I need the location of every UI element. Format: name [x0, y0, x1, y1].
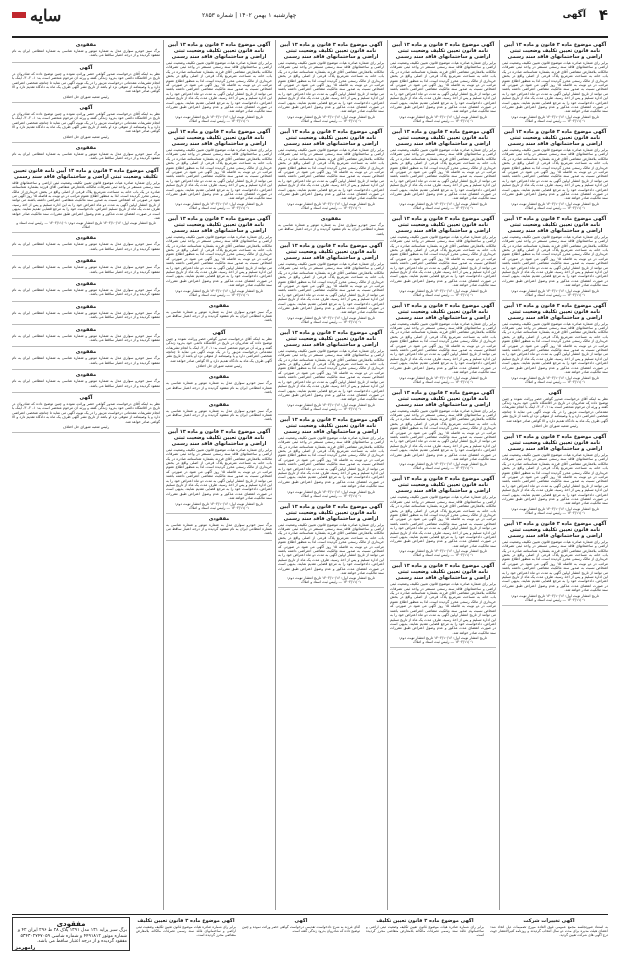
ad-body: برابر رای شماره صادره هیات موضوع قانون تعیین تکلیف وضعیت ثبتی اراضی و ساختمانهای فاقد سند رسمی مستقر در واحد ثبتی تصرفات مالکانه بلامعارض متقاضی آقای فرزند بشماره شناسنامه صادره در یک باب خانه به مساحت مترمربع پلاک فرعی از اصلی واقع در بخش خریداری از مالک رسمی محرز گردیده است. لذا به منظور اطلاع عموم مراتب در دو نوبت به فاصله ۱۵ روز آگهی می شود در صورتی که اشخاص نسبت به صدور سند مالکیت متقاضی اعتراضی داشته باشند می توانند از تاریخ انتشار اولین آگهی به مدت دو ماه اعتراض خود را به این اداره تسلیم و پس از اخذ رسید، ظرف مدت یک ماه از تاریخ تسلیم اعتراض، دادخواست خود را به مرجع قضایی تقدیم نمایند. بدیهی است در صورت انقضای مدت مذکور و عدم وصول اعتراض طبق مقررات سند مالکیت صادر خواهد شد.	[502, 234, 608, 288]
ad-footer: تاریخ انتشار نوبت اول: ۱۴۰۲/۱۰/۱۶ تاریخ انتشار نوبت دوم: ۱۴۰۲/۱۱/۰۱ — رئیس ثبت اسناد و املاک	[511, 288, 599, 297]
column-divider	[163, 40, 164, 910]
land-registration-ad	[278, 241, 384, 328]
lost-item-ad	[12, 302, 160, 325]
issue-date: چهارشنبه ۱ بهمن ۱۴۰۲ | شماره ۲۸۵۳	[202, 12, 297, 19]
ad-title: آگهی	[79, 104, 93, 111]
land-registration-ad	[278, 127, 384, 214]
ad-body: برابر رای شماره صادره هیات موضوع قانون تعیین تکلیف وضعیت ثبتی اراضی و ساختمانهای فاقد سند رسمی مستقر در واحد ثبتی تصرفات مالکانه بلامعارض متقاضی آقای فرزند بشماره شناسنامه صادره در یک باب خانه به مساحت مترمربع پلاک فرعی از اصلی واقع در بخش خریداری از مالک رسمی محرز گردیده است. لذا به منظور اطلاع عموم مراتب در دو نوبت به فاصله ۱۵ روز آگهی می شود در صورتی که اشخاص نسبت به صدور سند مالکیت متقاضی اعتراضی داشته باشند می توانند از تاریخ انتشار اولین آگهی به مدت دو ماه اعتراض خود را به این اداره تسلیم و پس از اخذ رسید، ظرف مدت یک ماه از تاریخ تسلیم اعتراض، دادخواست خود را به مرجع قضایی تقدیم نمایند. بدیهی است در صورت انقضای مدت مذکور و عدم وصول اعتراض طبق مقررات سند مالکیت صادر خواهد شد.	[278, 61, 384, 114]
ad-body: برگ سبز خودرو سواری مدل به شماره موتور و شماره شاسی به شماره انتظامی ایران به نام مفقود گردیده و از درجه اعتبار ساقط می باشد.	[12, 49, 160, 58]
ad-body: برابر رای شماره صادره هیات موضوع قانون تعیین تکلیف وضعیت ثبتی اراضی و ساختمانهای فاقد سند رسمی مستقر در واحد ثبتی تصرفات مالکانه بلامعارض متقاضی آقای فرزند بشماره شناسنامه صادره در یک باب خانه به مساحت مترمربع پلاک فرعی از اصلی واقع در بخش خریداری از مالک رسمی محرز گردیده است. لذا به منظور اطلاع عموم مراتب در دو نوبت به فاصله ۱۵ روز آگهی می شود در صورتی که اشخاص نسبت به صدور سند مالکیت متقاضی اعتراضی داشته باشند می توانند از تاریخ انتشار اولین آگهی به مدت دو ماه اعتراض خود را به این اداره تسلیم و پس از اخذ رسید، ظرف مدت یک ماه از تاریخ تسلیم اعتراض، دادخواست خود را به مرجع قضایی تقدیم نمایند. بدیهی است در صورت انقضای مدت مذکور و عدم وصول اعتراض طبق مقررات سند مالکیت صادر خواهد شد.	[278, 348, 384, 402]
land-registration-ad	[278, 415, 384, 502]
ad-column-5	[12, 40, 160, 910]
ad-body: برابر رای شماره صادره هیات موضوع قانون تعیین تکلیف وضعیت ثبتی اراضی و ساختمانهای فاقد سند رسمی مستقر در واحد ثبتی تصرفات مالکانه بلامعارض متقاضی آقای فرزند بشماره شناسنامه صادره در یک باب خانه به مساحت مترمربع پلاک فرعی از اصلی واقع در بخش خریداری از مالک رسمی محرز گردیده است. لذا به منظور اطلاع عموم مراتب در دو نوبت به فاصله ۱۵ روز آگهی می شود در صورتی که اشخاص نسبت به صدور سند مالکیت متقاضی اعتراضی داشته باشند می توانند از تاریخ انتشار اولین آگهی به مدت دو ماه اعتراض خود را به این اداره تسلیم و پس از اخذ رسید، ظرف مدت یک ماه از تاریخ تسلیم اعتراض، دادخواست خود را به مرجع قضایی تقدیم نمایند. بدیهی است در صورت انقضای مدت مذکور و عدم وصول اعتراض طبق مقررات سند مالکیت صادر خواهد شد.	[502, 539, 608, 593]
ad-column-2	[390, 40, 496, 910]
ad-body: برابر رای شماره صادره هیات موضوع قانون تعیین تکلیف وضعیت ثبتی اراضی و ساختمانهای فاقد سند رسمی مستقر در واحد ثبتی تصرفات مالکانه بلامعارض متقاضی آقای فرزند بشماره شناسنامه صادره در یک باب خانه به مساحت مترمربع پلاک فرعی از اصلی واقع در بخش خریداری از مالک رسمی محرز گردیده است. لذا به منظور اطلاع عموم مراتب در دو نوبت به فاصله ۱۵ روز آگهی می شود در صورتی که اشخاص نسبت به صدور سند مالکیت متقاضی اعتراضی داشته باشند می توانند از تاریخ انتشار اولین آگهی به مدت دو ماه اعتراض خود را به این اداره تسلیم و پس از اخذ رسید، ظرف مدت یک ماه از تاریخ تسلیم اعتراض، دادخواست خود را به مرجع قضایی تقدیم نمایند. بدیهی است در صورت انقضای مدت مذکور و عدم وصول اعتراض طبق مقررات سند مالکیت صادر خواهد شد.	[502, 321, 608, 375]
inheritance-notice-ad	[12, 63, 160, 103]
ad-column-4	[166, 40, 272, 910]
ad-title: آگهی موضوع ماده ۳ قانون و ماده ۱۳ آیین نامه قانون تعیین تکلیف وضعیت ثبتی اراضی و ساختمانهای فاقد سند رسمی	[167, 428, 271, 447]
bottom-ad-4-title: آگهی موضوع ماده ۳ قانون تعیین تکلیف	[137, 918, 235, 924]
ad-body: برابر رای شماره صادره هیات موضوع قانون تعیین تکلیف وضعیت ثبتی اراضی و ساختمانهای فاقد سند رسمی مستقر در واحد ثبتی تصرفات مالکانه بلامعارض متقاضی آقای فرزند بشماره شناسنامه صادره در یک باب خانه به مساحت مترمربع پلاک فرعی از اصلی واقع در بخش خریداری از مالک رسمی محرز گردیده است. لذا به منظور اطلاع عموم مراتب در دو نوبت به فاصله ۱۵ روز آگهی می شود در صورتی که اشخاص نسبت به صدور سند مالکیت متقاضی اعتراضی داشته باشند می توانند از تاریخ انتشار اولین آگهی به مدت دو ماه اعتراض خود را به این اداره تسلیم و پس از اخذ رسید، ظرف مدت یک ماه از تاریخ تسلیم اعتراض، دادخواست خود را به مرجع قضایی تقدیم نمایند. بدیهی است در صورت انقضای مدت مذکور و عدم وصول اعتراض طبق مقررات سند مالکیت صادر خواهد شد.	[502, 452, 608, 506]
ad-body: برگ سبز خودرو سواری مدل به شماره موتور و شماره شاسی به شماره انتظامی ایران به نام مفقود گردیده و از درجه اعتبار ساقط می باشد.	[12, 333, 160, 342]
ad-footer: تاریخ انتشار نوبت اول: ۱۴۰۲/۱۰/۱۶ تاریخ انتشار نوبت دوم: ۱۴۰۲/۱۱/۰۱ — رئیس ثبت اسناد و املاک	[399, 636, 487, 645]
ad-title: آگهی موضوع ماده ۳ قانون و ماده ۱۳ آیین نامه قانون تعیین تکلیف وضعیت ثبتی اراضی و ساختمانهای فاقد سند رسمی	[503, 42, 607, 60]
ad-body: برابر رای شماره صادره هیات موضوع قانون تعیین تکلیف وضعیت ثبتی اراضی و ساختمانهای فاقد سند رسمی مستقر در واحد ثبتی تصرفات مالکانه بلامعارض متقاضی آقای فرزند بشماره شناسنامه صادره در یک باب خانه به مساحت مترمربع پلاک فرعی از اصلی واقع در بخش خریداری از مالک رسمی محرز گردیده است. لذا به منظور اطلاع عموم مراتب در دو نوبت به فاصله ۱۵ روز آگهی می شود در صورتی که اشخاص نسبت به صدور سند مالکیت متقاضی اعتراضی داشته باشند می توانند از تاریخ انتشار اولین آگهی به مدت دو ماه اعتراض خود را به این اداره تسلیم و پس از اخذ رسید، ظرف مدت یک ماه از تاریخ تسلیم اعتراض، دادخواست خود را به مرجع قضایی تقدیم نمایند. بدیهی است در صورت انقضای مدت مذکور و عدم وصول اعتراض طبق مقررات سند مالکیت صادر خواهد شد.	[166, 447, 272, 501]
ad-body: برابر رای شماره صادره هیات موضوع قانون تعیین تکلیف وضعیت ثبتی اراضی و ساختمانهای فاقد سند رسمی مستقر در واحد ثبتی تصرفات مالکانه بلامعارض متقاضی آقای فرزند بشماره شناسنامه صادره در یک باب خانه به مساحت مترمربع پلاک فرعی از اصلی واقع در بخش خریداری از مالک رسمی محرز گردیده است. لذا به منظور اطلاع عموم مراتب در دو نوبت به فاصله ۱۵ روز آگهی می شود در صورتی که اشخاص نسبت به صدور سند مالکیت متقاضی اعتراضی داشته باشند می توانند از تاریخ انتشار اولین آگهی به مدت دو ماه اعتراض خود را به این اداره تسلیم و پس از اخذ رسید، ظرف مدت یک ماه از تاریخ تسلیم اعتراض، دادخواست خود را به مرجع قضایی تقدیم نمایند. بدیهی است در صورت انقضای مدت مذکور و عدم وصول اعتراض طبق مقررات سند مالکیت صادر خواهد شد.	[502, 147, 608, 201]
ad-title: مفقودی	[320, 215, 342, 222]
ad-body: برگ سبز خودرو سواری مدل به شماره موتور و شماره شاسی به شماره انتظامی ایران به نام مفقود گردیده و از درجه اعتبار ساقط می باشد.	[166, 408, 272, 422]
ad-title: مفقودی	[75, 303, 97, 310]
ad-title: آگهی موضوع ماده ۳ قانون و ماده ۱۳ آیین نامه قانون تعیین تکلیف وضعیت ثبتی اراضی و ساختمانهای فاقد سند رسمی	[279, 128, 383, 147]
ad-title: مفقودی	[75, 258, 97, 265]
bottom-ad-1	[490, 918, 608, 950]
ad-footer: رئیس شعبه شورای حل اختلاف	[62, 425, 110, 430]
ad-title: آگهی موضوع ماده ۳ قانون و ماده ۱۳ آیین نامه قانون تعیین تکلیف وضعیت ثبتی اراضی و ساختمانهای فاقد سند رسمی	[391, 476, 495, 495]
bottom-ad-3-body: آقای فرزند به شرح دادخواست تقدیمی درخواست گواهی حصر وراثت نموده و چنین توضیح داده که شادروان بدرود زندگی گفته است.	[242, 925, 360, 933]
ad-column-3	[278, 40, 384, 910]
ad-body: برگ سبز خودرو سواری مدل به شماره موتور و شماره شاسی به شماره انتظامی ایران به نام مفقود گردیده و از درجه اعتبار ساقط می باشد.	[12, 379, 160, 388]
ad-footer: تاریخ انتشار نوبت اول: ۱۴۰۲/۱۰/۱۶ تاریخ انتشار نوبت دوم: ۱۴۰۲/۱۱/۰۱ — رئیس ثبت اسناد و املاک	[175, 288, 263, 297]
land-registration-ad	[166, 40, 272, 127]
ad-body: برابر رای شماره صادره هیات موضوع قانون تعیین تکلیف وضعیت ثبتی اراضی و ساختمانهای فاقد سند رسمی مستقر در واحد ثبتی تصرفات مالکانه بلامعارض متقاضی آقای فرزند بشماره شناسنامه صادره در یک باب خانه به مساحت مترمربع پلاک فرعی از اصلی واقع در بخش خریداری از مالک رسمی محرز گردیده است. لذا به منظور اطلاع عموم مراتب در دو نوبت به فاصله ۱۵ روز آگهی می شود در صورتی که اشخاص نسبت به صدور سند مالکیت متقاضی اعتراضی داشته باشند می توانند از تاریخ انتشار اولین آگهی به مدت دو ماه اعتراض خود را به این اداره تسلیم و پس از اخذ رسید، ظرف مدت یک ماه از تاریخ تسلیم اعتراض، دادخواست خود را به مرجع قضایی تقدیم نمایند. بدیهی است در صورت انقضای مدت مذکور و عدم وصول اعتراض طبق مقررات سند مالکیت صادر خواهد شد.	[390, 147, 496, 201]
ad-title: آگهی موضوع ماده ۳ قانون و ماده ۱۳ آیین نامه قانون تعیین تکلیف وضعیت ثبتی اراضی و ساختمانهای فاقد سند رسمی	[167, 42, 271, 60]
inheritance-notice-ad	[166, 328, 272, 372]
page-header	[12, 6, 608, 38]
land-registration-ad	[502, 214, 608, 301]
newspaper-logo	[12, 6, 64, 32]
lost-item-ad	[166, 514, 272, 541]
ad-title: آگهی موضوع ماده ۳ قانون و ماده ۱۳ آیین نامه قانون تعیین تکلیف وضعیت ثبتی اراضی و ساختمانهای فاقد سند رسمی	[279, 329, 383, 348]
lost-item-ad	[12, 347, 160, 370]
ad-body: برگ سبز خودرو سواری مدل به شماره موتور و شماره شاسی به شماره انتظامی ایران به نام مفقود گردیده و از درجه اعتبار ساقط می باشد.	[166, 381, 272, 395]
logo-accent-bar	[12, 12, 26, 18]
lost-notice-body: برگ سبز پراید ۱۳۱ مدل ۱۳۹۱ پلاک ۲۸ ط ۲۹۶ ایران ۴۲ و شماره موتور ۴۴۹۱۸۱۲ و شماره شاسی ۵۳۴۳۰۲۷۴۷۰۵۹ مفقود گردیده و از درجه اعتبار ساقط می باشد.	[17, 928, 127, 945]
ad-title: آگهی موضوع ماده ۳ قانون و ماده ۱۳ آیین نامه قانون تعیین تکلیف وضعیت ثبتی اراضی و ساختمانهای فاقد سند رسمی	[503, 433, 607, 452]
land-registration-ad	[390, 474, 496, 561]
land-registration-ad	[390, 40, 496, 127]
ad-title: مفقودی	[75, 326, 97, 333]
land-registration-ad	[390, 127, 496, 214]
lost-item-ad	[166, 372, 272, 399]
lost-document-notice	[12, 917, 130, 951]
ad-title: مفقودی	[75, 42, 97, 48]
ad-body: نظر به اینکه آقای درخواست صدور گواهی حصر وراثت نموده و چنین توضیح داده که شادروان در تاریخ در اقامتگاه دائمی خود بدرود زندگی گفته و ورثه آن مرحوم منحصر است به: ۱- ۲- ۳- اینک با انجام تشریفات مقدماتی درخواست مزبور را در یک نوبت آگهی می نماید تا چنانچه شخصی اعتراضی دارد و یا وصیتنامه از متوفی نزد او باشد از تاریخ نشر آگهی ظرف یک ماه به دادگاه تقدیم دارد و الا گواهی صادر خواهد شد.	[12, 111, 160, 134]
lost-item-ad	[166, 400, 272, 427]
ad-body: برابر رای شماره صادره هیات موضوع قانون تعیین تکلیف وضعیت ثبتی اراضی و ساختمانهای فاقد سند رسمی مستقر در واحد ثبتی تصرفات مالکانه بلامعارض متقاضی آقای فرزند بشماره شناسنامه صادره در یک باب خانه به مساحت مترمربع پلاک فرعی از اصلی واقع در بخش خریداری از مالک رسمی محرز گردیده است. لذا به منظور اطلاع عموم مراتب در دو نوبت به فاصله ۱۵ روز آگهی می شود در صورتی که اشخاص نسبت به صدور سند مالکیت متقاضی اعتراضی داشته باشند می توانند از تاریخ انتشار اولین آگهی به مدت دو ماه اعتراض خود را به این اداره تسلیم و پس از اخذ رسید، ظرف مدت یک ماه از تاریخ تسلیم اعتراض، دادخواست خود را به مرجع قضایی تقدیم نمایند. بدیهی است در صورت انقضای مدت مذکور و عدم وصول اعتراض طبق مقررات سند مالکیت صادر خواهد شد.	[166, 234, 272, 288]
land-registration-ad	[390, 561, 496, 648]
ad-footer: تاریخ انتشار نوبت اول: ۱۴۰۲/۱۰/۱۶ تاریخ انتشار نوبت دوم: ۱۴۰۲/۱۱/۰۱ — رئیس ثبت اسناد و املاک	[287, 402, 375, 411]
land-registration-ad	[390, 388, 496, 475]
section-title: آگهی	[562, 10, 586, 20]
ad-footer: تاریخ انتشار نوبت اول: ۱۴۰۲/۱۰/۱۶ تاریخ انتشار نوبت دوم: ۱۴۰۲/۱۱/۰۱ — رئیس ثبت اسناد و املاک	[399, 375, 487, 384]
inheritance-notice-ad	[12, 393, 160, 433]
ad-body: برابر رای شماره صادره هیات موضوع قانون تعیین تکلیف وضعیت ثبتی اراضی و ساختمانهای فاقد سند رسمی مستقر در واحد ثبتی تصرفات مالکانه بلامعارض متقاضی آقای فرزند بشماره شناسنامه صادره در یک باب خانه به مساحت مترمربع پلاک فرعی از اصلی واقع در بخش خریداری از مالک رسمی محرز گردیده است. لذا به منظور اطلاع عموم مراتب در دو نوبت به فاصله ۱۵ روز آگهی می شود در صورتی که اشخاص نسبت به صدور سند مالکیت متقاضی اعتراضی داشته باشند می توانند از تاریخ انتشار اولین آگهی به مدت دو ماه اعتراض خود را به این اداره تسلیم و پس از اخذ رسید، ظرف مدت یک ماه از تاریخ تسلیم اعتراض، دادخواست خود را به مرجع قضایی تقدیم نمایند. بدیهی است در صورت انقضای مدت مذکور و عدم وصول اعتراض طبق مقررات سند مالکیت صادر خواهد شد.	[166, 61, 272, 114]
ad-footer: تاریخ انتشار نوبت اول: ۱۴۰۲/۱۰/۱۶ تاریخ انتشار نوبت دوم: ۱۴۰۲/۱۱/۰۱ — رئیس ثبت اسناد و املاک	[399, 549, 487, 558]
page-number: ۴	[598, 6, 608, 24]
ad-title: مفقودی	[75, 372, 97, 379]
ad-body: برگ سبز خودرو سواری مدل به شماره موتور و شماره شاسی به شماره انتظامی ایران به نام مفقود گردیده و از درجه اعتبار ساقط می باشد.	[166, 522, 272, 536]
ad-body: برابر رای شماره صادره هیات موضوع قانون تعیین تکلیف وضعیت ثبتی اراضی و ساختمانهای فاقد سند رسمی مستقر در واحد ثبتی تصرفات مالکانه بلامعارض متقاضی آقای فرزند بشماره شناسنامه صادره در یک باب خانه به مساحت مترمربع پلاک فرعی از اصلی واقع در بخش خریداری از مالک رسمی محرز گردیده است. لذا به منظور اطلاع عموم مراتب در دو نوبت به فاصله ۱۵ روز آگهی می شود در صورتی که اشخاص نسبت به صدور سند مالکیت متقاضی اعتراضی داشته باشند می توانند از تاریخ انتشار اولین آگهی به مدت دو ماه اعتراض خود را به این اداره تسلیم و پس از اخذ رسید، ظرف مدت یک ماه از تاریخ تسلیم اعتراض، دادخواست خود را به مرجع قضایی تقدیم نمایند. بدیهی است در صورت انقضای مدت مذکور و عدم وصول اعتراض طبق مقررات سند مالکیت صادر خواهد شد.	[390, 582, 496, 635]
ad-footer: رئیس شعبه شورای حل اختلاف	[195, 364, 243, 369]
ad-body: برگ سبز خودرو سواری مدل به شماره موتور و شماره شاسی به شماره انتظامی ایران به نام مفقود گردیده و از درجه اعتبار ساقط می باشد.	[12, 310, 160, 320]
ad-title: آگهی موضوع ماده ۳ قانون و ماده ۱۳ آیین نامه قانون تعیین تکلیف وضعیت ثبتی اراضی و ساختمانهای فاقد سند رسمی	[503, 215, 607, 234]
land-registration-ad	[390, 214, 496, 301]
column-divider	[275, 40, 276, 910]
ad-title: آگهی موضوع ماده ۳ قانون و ماده ۱۳ آیین نامه قانون تعیین تکلیف وضعیت ثبتی اراضی و ساختمانهای فاقد سند رسمی	[503, 128, 607, 147]
lost-item-ad	[12, 279, 160, 302]
land-registration-ad	[502, 432, 608, 519]
ad-title: آگهی موضوع ماده ۳ قانون و ماده ۱۳ آیین نامه قانون تعیین تکلیف وضعیت ثبتی اراضی و ساختمانهای فاقد سند رسمی	[391, 389, 495, 408]
lost-item-ad	[12, 233, 160, 256]
ad-title: مفقودی	[75, 144, 97, 151]
ad-footer: تاریخ انتشار نوبت اول: ۱۴۰۲/۱۰/۱۶ تاریخ انتشار نوبت دوم: ۱۴۰۲/۱۱/۰۱ — رئیس ثبت اسناد و املاک	[287, 315, 375, 324]
ad-title: آگهی	[548, 389, 562, 396]
land-registration-ad	[278, 502, 384, 589]
ad-title: آگهی موضوع ماده ۳ قانون و ماده ۱۳ آیین نامه قانون تعیین تکلیف وضعیت ثبتی اراضی و ساختمانهای فاقد سند رسمی	[391, 302, 495, 321]
ad-title: آگهی موضوع ماده ۳ قانون و ماده ۱۳ آیین نامه قانون تعیین تکلیف وضعیت ثبتی اراضی و ساختمانهای فاقد سند رسمی	[167, 215, 271, 234]
ad-body: نظر به اینکه آقای درخواست صدور گواهی حصر وراثت نموده و چنین توضیح داده که شادروان در تاریخ در اقامتگاه دائمی خود بدرود زندگی گفته و ورثه آن مرحوم منحصر است به: ۱- ۲- ۳- اینک با انجام تشریفات مقدماتی درخواست مزبور را در یک نوبت آگهی می نماید تا چنانچه شخصی اعتراضی دارد و یا وصیتنامه از متوفی نزد او باشد از تاریخ نشر آگهی ظرف یک ماه به دادگاه تقدیم دارد و الا گواهی صادر خواهد شد.	[12, 71, 160, 94]
ad-title: آگهی موضوع ماده ۳ قانون و ماده ۱۳ آیین نامه قانون تعیین تکلیف وضعیت ثبتی اراضی و ساختمانهای فاقد سند رسمی	[391, 215, 495, 234]
ad-title: مفقودی	[208, 401, 230, 408]
land-registration-ad	[166, 127, 272, 214]
ad-body: برابر رای شماره صادره هیات موضوع قانون تعیین تکلیف وضعیت ثبتی اراضی و ساختمانهای فاقد سند رسمی مستقر در واحد ثبتی تصرفات مالکانه بلامعارض متقاضی آقای فرزند بشماره شناسنامه صادره در یک باب خانه به مساحت مترمربع پلاک فرعی از اصلی واقع در بخش خریداری از مالک رسمی محرز گردیده است. لذا به منظور اطلاع عموم مراتب در دو نوبت به فاصله ۱۵ روز آگهی می شود در صورتی که اشخاص نسبت به صدور سند مالکیت متقاضی اعتراضی داشته باشند می توانند از تاریخ انتشار اولین آگهی به مدت دو ماه اعتراض خود را به این اداره تسلیم و پس از اخذ رسید، ظرف مدت یک ماه از تاریخ تسلیم اعتراض، دادخواست خود را به مرجع قضایی تقدیم نمایند. بدیهی است در صورت انقضای مدت مذکور و عدم وصول اعتراض طبق مقررات سند مالکیت صادر خواهد شد.	[502, 61, 608, 114]
lost-item-ad	[12, 256, 160, 279]
ad-title: آگهی موضوع ماده ۳ قانون و ماده ۱۳ آیین نامه قانون تعیین تکلیف وضعیت ثبتی اراضی و ساختمانهای فاقد سند رسمی	[391, 128, 495, 147]
land-registration-ad	[502, 127, 608, 214]
ad-body: نظر به اینکه آقای درخواست صدور گواهی حصر وراثت نموده و چنین توضیح داده که شادروان در تاریخ در اقامتگاه دائمی خود بدرود زندگی گفته و ورثه آن مرحوم منحصر است به: ۱- ۲- ۳- اینک با انجام تشریفات مقدماتی درخواست مزبور را در یک نوبت آگهی می نماید تا چنانچه شخصی اعتراضی دارد و یا وصیتنامه از متوفی نزد او باشد از تاریخ نشر آگهی ظرف یک ماه به دادگاه تقدیم دارد و الا گواهی صادر خواهد شد.	[502, 396, 608, 423]
lost-item-ad	[166, 301, 272, 328]
ad-footer: رئیس شعبه شورای حل اختلاف	[62, 94, 110, 99]
ad-footer: تاریخ انتشار نوبت اول: ۱۴۰۲/۱۰/۱۶ تاریخ انتشار نوبت دوم: ۱۴۰۲/۱۱/۰۱ — رئیس ثبت اسناد و املاک	[511, 506, 599, 515]
ad-title: مفقودی	[208, 302, 230, 309]
ad-body: برابر رای شماره صادره هیات موضوع قانون تعیین تکلیف وضعیت ثبتی اراضی و ساختمانهای فاقد سند رسمی مستقر در واحد ثبتی تصرفات مالکانه بلامعارض متقاضی آقای فرزند بشماره شناسنامه صادره در یک باب خانه به مساحت مترمربع پلاک فرعی از اصلی واقع در بخش خریداری از مالک رسمی محرز گردیده است. لذا به منظور اطلاع عموم مراتب در دو نوبت به فاصله ۱۵ روز آگهی می شود در صورتی که اشخاص نسبت به صدور سند مالکیت متقاضی اعتراضی داشته باشند می توانند از تاریخ انتشار اولین آگهی به مدت دو ماه اعتراض خود را به این اداره تسلیم و پس از اخذ رسید، ظرف مدت یک ماه از تاریخ تسلیم اعتراض، دادخواست خود را به مرجع قضایی تقدیم نمایند. بدیهی است در صورت انقضای مدت مذکور و عدم وصول اعتراض طبق مقررات سند مالکیت صادر خواهد شد.	[390, 321, 496, 375]
ad-title: آگهی موضوع ماده ۳ قانون و ماده ۱۳ آیین نامه قانون تعیین تکلیف وضعیت ثبتی اراضی و ساختمانهای فاقد سند رسمی	[279, 503, 383, 522]
lost-item-ad	[278, 214, 384, 241]
ad-title: آگهی موضوع ماده ۳ قانون و ماده ۱۳ آیین نامه قانون تعیین تکلیف وضعیت ثبتی اراضی و ساختمانهای فاقد سند رسمی	[279, 242, 383, 261]
ad-body: نظر به اینکه آقای درخواست صدور گواهی حصر وراثت نموده و چنین توضیح داده که شادروان در تاریخ در اقامتگاه دائمی خود بدرود زندگی گفته و ورثه آن مرحوم منحصر است به: ۱- ۲- ۳- اینک با انجام تشریفات مقدماتی درخواست مزبور را در یک نوبت آگهی می نماید تا چنانچه شخصی اعتراضی دارد و یا وصیتنامه از متوفی نزد او باشد از تاریخ نشر آگهی ظرف یک ماه به دادگاه تقدیم دارد و الا گواهی صادر خواهد شد.	[166, 336, 272, 363]
ad-body: برابر رای شماره صادره هیات موضوع قانون تعیین تکلیف وضعیت ثبتی اراضی و ساختمانهای فاقد سند رسمی مستقر در واحد ثبتی تصرفات مالکانه بلامعارض متقاضی آقای فرزند بشماره شناسنامه صادره در یک باب خانه به مساحت مترمربع پلاک فرعی از اصلی واقع در بخش خریداری از مالک رسمی محرز گردیده است. لذا به منظور اطلاع عموم مراتب در دو نوبت به فاصله ۱۵ روز آگهی می شود در صورتی که اشخاص نسبت به صدور سند مالکیت متقاضی اعتراضی داشته باشند می توانند از تاریخ انتشار اولین آگهی به مدت دو ماه اعتراض خود را به این اداره تسلیم و پس از اخذ رسید، ظرف مدت یک ماه از تاریخ تسلیم اعتراض، دادخواست خود را به مرجع قضایی تقدیم نمایند. بدیهی است در صورت انقضای مدت مذکور و عدم وصول اعتراض طبق مقررات سند مالکیت صادر خواهد شد.	[390, 495, 496, 548]
ad-title: مفقودی	[75, 235, 97, 242]
bottom-ad-3	[242, 918, 360, 950]
bottom-ad-1-body: به استناد صورتجلسه مجمع عمومی فوق العاده مورخ تصمیمات ذیل اتخاذ شد: اعضای هیئت مدیره برای مدت دو سال انتخاب گردیدند و روزنامه کثیرالانتشار جهت درج آگهی های شرکت تعیین گردید.	[490, 925, 608, 937]
ad-title: آگهی	[212, 329, 226, 336]
ad-body: برگ سبز خودرو سواری مدل به شماره موتور و شماره شاسی به شماره انتظامی ایران به نام مفقود گردیده و از درجه اعتبار ساقط می باشد.	[12, 287, 160, 297]
ad-title: آگهی موضوع ماده ۳ قانون و ماده ۱۳ آیین نامه قانون تعیین تکلیف وضعیت ثبتی اراضی و ساختمانهای فاقد سند رسمی	[503, 520, 607, 539]
land-registration-ad	[278, 328, 384, 415]
bottom-ad-2-body: برابر رای شماره صادره هیات موضوع قانون تعیین تکلیف وضعیت ثبتی اراضی و ساختمانهای فاقد سند رسمی تصرفات مالکانه بلامعارض متقاضی محرز گردیده است.	[366, 925, 484, 937]
ad-title: آگهی موضوع ماده ۳ قانون و ماده ۱۳ آیین نامه قانون تعیین تکلیف وضعیت ثبتی اراضی و ساختمانهای فاقد سند رسمی	[391, 563, 495, 582]
ad-body: برابر رای شماره صادره هیات موضوع قانون تعیین تکلیف وضعیت ثبتی اراضی و ساختمانهای فاقد سند رسمی مستقر در واحد ثبتی تصرفات مالکانه بلامعارض متقاضی آقای فرزند بشماره شناسنامه صادره در یک باب خانه به مساحت مترمربع پلاک فرعی از اصلی واقع در بخش خریداری از مالک رسمی محرز گردیده است. لذا به منظور اطلاع عموم مراتب در دو نوبت به فاصله ۱۵ روز آگهی می شود در صورتی که اشخاص نسبت به صدور سند مالکیت متقاضی اعتراضی داشته باشند می توانند از تاریخ انتشار اولین آگهی به مدت دو ماه اعتراض خود را به این اداره تسلیم و پس از اخذ رسید، ظرف مدت یک ماه از تاریخ تسلیم اعتراض، دادخواست خود را به مرجع قضایی تقدیم نمایند. بدیهی است در صورت انقضای مدت مذکور و عدم وصول اعتراض طبق مقررات سند مالکیت صادر خواهد شد.	[390, 234, 496, 288]
inheritance-notice-ad	[502, 388, 608, 432]
ad-footer: تاریخ انتشار نوبت اول: ۱۴۰۲/۱۰/۱۶ تاریخ انتشار نوبت دوم: ۱۴۰۲/۱۱/۰۱ — رئیس ثبت اسناد و املاک	[399, 288, 487, 297]
ad-body: برابر رای شماره صادره هیات موضوع قانون تعیین تکلیف وضعیت ثبتی اراضی و ساختمانهای فاقد سند رسمی مستقر در واحد ثبتی تصرفات مالکانه بلامعارض متقاضی آقای فرزند بشماره شناسنامه صادره در یک باب خانه به مساحت مترمربع پلاک فرعی از اصلی واقع در بخش خریداری از مالک رسمی محرز گردیده است. لذا به منظور اطلاع عموم مراتب در دو نوبت به فاصله ۱۵ روز آگهی می شود در صورتی که اشخاص نسبت به صدور سند مالکیت متقاضی اعتراضی داشته باشند می توانند از تاریخ انتشار اولین آگهی به مدت دو ماه اعتراض خود را به این اداره تسلیم و پس از اخذ رسید، ظرف مدت یک ماه از تاریخ تسلیم اعتراض، دادخواست خود را به مرجع قضایی تقدیم نمایند. بدیهی است در صورت انقضای مدت مذکور و عدم وصول اعتراض طبق مقررات سند مالکیت صادر خواهد شد.	[390, 61, 496, 114]
ad-body: برابر رای شماره صادره هیات موضوع قانون تعیین تکلیف وضعیت ثبتی اراضی و ساختمانهای فاقد سند رسمی مستقر در واحد ثبتی تصرفات مالکانه بلامعارض متقاضی آقای فرزند بشماره شناسنامه صادره در یک باب خانه به مساحت مترمربع پلاک فرعی از اصلی واقع در بخش خریداری از مالک رسمی محرز گردیده است. لذا به منظور اطلاع عموم مراتب در دو نوبت به فاصله ۱۵ روز آگهی می شود در صورتی که اشخاص نسبت به صدور سند مالکیت متقاضی اعتراضی داشته باشند می توانند از تاریخ انتشار اولین آگهی به مدت دو ماه اعتراض خود را به این اداره تسلیم و پس از اخذ رسید، ظرف مدت یک ماه از تاریخ تسلیم اعتراض، دادخواست خود را به مرجع قضایی تقدیم نمایند. بدیهی است در صورت انقضای مدت مذکور و عدم وصول اعتراض طبق مقررات سند مالکیت صادر خواهد شد.	[278, 261, 384, 315]
land-registration-ad	[12, 166, 160, 234]
lost-item-ad	[12, 40, 160, 63]
ad-title: آگهی موضوع ماده ۳ قانون و ماده ۱۳ آیین نامه قانون تعیین تکلیف وضعیت ثبتی اراضی و ساختمانهای فاقد سند رسمی	[167, 128, 271, 147]
land-registration-ad	[390, 301, 496, 388]
ad-body: برابر رای شماره صادره هیات موضوع قانون تعیین تکلیف وضعیت ثبتی اراضی و ساختمانهای فاقد سند رسمی مستقر در واحد ثبتی تصرفات مالکانه بلامعارض متقاضی آقای فرزند بشماره شناسنامه صادره در یک باب خانه به مساحت مترمربع پلاک فرعی از اصلی واقع در بخش خریداری از مالک رسمی محرز گردیده است. لذا به منظور اطلاع عموم مراتب در دو نوبت به فاصله ۱۵ روز آگهی می شود در صورتی که اشخاص نسبت به صدور سند مالکیت متقاضی اعتراضی داشته باشند می توانند از تاریخ انتشار اولین آگهی به مدت دو ماه اعتراض خود را به این اداره تسلیم و پس از اخذ رسید، ظرف مدت یک ماه از تاریخ تسلیم اعتراض، دادخواست خود را به مرجع قضایی تقدیم نمایند. بدیهی است در صورت انقضای مدت مذکور و عدم وصول اعتراض طبق مقررات سند مالکیت صادر خواهد شد.	[166, 147, 272, 201]
ad-footer: رئیس شعبه شورای حل اختلاف	[62, 134, 110, 139]
land-registration-ad	[502, 40, 608, 127]
ad-footer: تاریخ انتشار نوبت اول: ۱۴۰۲/۱۰/۱۶ تاریخ انتشار نوبت دوم: ۱۴۰۲/۱۱/۰۱ — رئیس ثبت اسناد و املاک	[287, 114, 375, 123]
ad-title: آگهی موضوع ماده ۳ قانون و ماده ۱۳ آیین نامه قانون تعیین تکلیف وضعیت ثبتی اراضی و ساختمانهای فاقد سند رسمی	[279, 42, 383, 60]
ad-body: برگ سبز خودرو سواری مدل به شماره موتور و شماره شاسی به شماره انتظامی ایران به نام مفقود گردیده و از درجه اعتبار ساقط می باشد.	[166, 309, 272, 323]
ad-title: آگهی موضوع ماده ۳ قانون و ماده ۱۳ آیین نامه قانون تعیین تکلیف وضعیت ثبتی اراضی و ساختمانهای فاقد سند رسمی	[503, 302, 607, 321]
lost-notice-title: مفقودی	[56, 920, 86, 928]
column-divider	[387, 40, 388, 910]
ad-body: برگ سبز خودرو سواری مدل به شماره موتور و شماره شاسی به شماره انتظامی ایران به نام مفقود گردیده و از درجه اعتبار ساقط می باشد.	[12, 242, 160, 251]
ad-title: مفقودی	[75, 349, 97, 356]
ad-footer: رئیس شعبه شورای حل اختلاف	[531, 423, 579, 428]
ad-title: آگهی موضوع ماده ۳ قانون و ماده ۱۳ آیین نامه قانون تعیین تکلیف وضعیت ثبتی اراضی و ساختمانهای فاقد سند رسمی	[279, 416, 383, 435]
ad-title: آگهی موضوع ماده ۳ قانون و ماده ۱۳ آیین نامه قانون تعیین تکلیف وضعیت ثبتی اراضی و ساختمانهای فاقد سند رسمی	[391, 42, 495, 60]
ad-body: برگ سبز خودرو سواری مدل به شماره موتور و شماره شاسی به شماره انتظامی ایران به نام مفقود گردیده و از درجه اعتبار ساقط می باشد.	[278, 222, 384, 236]
lost-notice-signature: رامهرمز	[15, 944, 36, 951]
ad-body: برابر رای شماره صادره هیات موضوع قانون تعیین تکلیف وضعیت ثبتی اراضی و ساختمانهای فاقد سند رسمی مستقر در واحد ثبتی تصرفات مالکانه بلامعارض متقاضی آقای فرزند بشماره شناسنامه صادره در یک باب خانه به مساحت مترمربع پلاک فرعی از اصلی واقع در بخش خریداری از مالک رسمی محرز گردیده است. لذا به منظور اطلاع عموم مراتب در دو نوبت به فاصله ۱۵ روز آگهی می شود در صورتی که اشخاص نسبت به صدور سند مالکیت متقاضی اعتراضی داشته باشند می توانند از تاریخ انتشار اولین آگهی به مدت دو ماه اعتراض خود را به این اداره تسلیم و پس از اخذ رسید، ظرف مدت یک ماه از تاریخ تسلیم اعتراض، دادخواست خود را به مرجع قضایی تقدیم نمایند. بدیهی است در صورت انقضای مدت مذکور و عدم وصول اعتراض طبق مقررات سند مالکیت صادر خواهد شد.	[390, 408, 496, 461]
ad-footer: تاریخ انتشار نوبت اول: ۱۴۰۲/۱۰/۱۶ تاریخ انتشار نوبت دوم: ۱۴۰۲/۱۱/۰۱ — رئیس ثبت اسناد و املاک	[175, 501, 263, 510]
ad-body: برگ سبز خودرو سواری مدل به شماره موتور و شماره شاسی به شماره انتظامی ایران به نام مفقود گردیده و از درجه اعتبار ساقط می باشد.	[12, 356, 160, 365]
ad-body: برابر رای شماره صادره هیات موضوع قانون تعیین تکلیف وضعیت ثبتی اراضی و ساختمانهای فاقد سند رسمی مستقر در واحد ثبتی تصرفات مالکانه بلامعارض متقاضی آقای فرزند بشماره شناسنامه صادره در یک باب خانه به مساحت مترمربع پلاک فرعی از اصلی واقع در بخش خریداری از مالک رسمی محرز گردیده است. لذا به منظور اطلاع عموم مراتب در دو نوبت به فاصله ۱۵ روز آگهی می شود در صورتی که اشخاص نسبت به صدور سند مالکیت متقاضی اعتراضی داشته باشند می توانند از تاریخ انتشار اولین آگهی به مدت دو ماه اعتراض خود را به این اداره تسلیم و پس از اخذ رسید، ظرف مدت یک ماه از تاریخ تسلیم اعتراض، دادخواست خود را به مرجع قضایی تقدیم نمایند. بدیهی است در صورت انقضای مدت مذکور و عدم وصول اعتراض طبق مقررات سند مالکیت صادر خواهد شد.	[278, 147, 384, 201]
land-registration-ad	[166, 214, 272, 301]
ad-footer: تاریخ انتشار نوبت اول: ۱۴۰۲/۱۰/۱۶ تاریخ انتشار نوبت دوم: ۱۴۰۲/۱۱/۰۱ — رئیس ثبت اسناد و املاک	[399, 114, 487, 123]
bottom-ad-2-title: آگهی موضوع ماده ۳ قانون تعیین تکلیف	[376, 918, 474, 924]
ad-title: آگهی موضوع ماده ۳ قانون و ماده ۱۳ آیین نامه قانون تعیین تکلیف وضعیت ثبتی اراضی و ساختمانهای فاقد سند رسمی	[13, 167, 159, 180]
ad-column-1	[502, 40, 608, 910]
ad-title: آگهی	[79, 64, 93, 71]
lost-item-ad	[12, 143, 160, 166]
bottom-ad-4-body: برابر رای شماره صادره هیات موضوع قانون تعیین تکلیف وضعیت ثبتی اراضی و ساختمانهای فاقد سند رسمی تصرفات مالکانه بلامعارض متقاضی محرز گردیده است.	[136, 925, 236, 937]
ad-body: برگ سبز خودرو سواری مدل به شماره موتور و شماره شاسی به شماره انتظامی ایران به نام مفقود گردیده و از درجه اعتبار ساقط می باشد.	[12, 265, 160, 274]
ad-footer: تاریخ انتشار نوبت اول: ۱۴۰۲/۱۰/۱۶ تاریخ انتشار نوبت دوم: ۱۴۰۲/۱۱/۰۱ — رئیس ثبت اسناد و املاک	[511, 201, 599, 210]
ad-footer: تاریخ انتشار نوبت اول: ۱۴۰۲/۱۰/۱۶ تاریخ انتشار نوبت دوم: ۱۴۰۲/۱۱/۰۱ — رئیس ثبت اسناد و املاک	[175, 201, 263, 210]
ad-footer: تاریخ انتشار نوبت اول: ۱۴۰۲/۱۰/۱۶ تاریخ انتشار نوبت دوم: ۱۴۰۲/۱۱/۰۱ — رئیس ثبت اسناد و املاک	[287, 201, 375, 210]
lost-item-ad	[12, 370, 160, 393]
ad-body: برابر رای شماره صادره هیات موضوع قانون تعیین تکلیف وضعیت ثبتی اراضی و ساختمانهای فاقد سند رسمی مستقر در واحد ثبتی تصرفات مالکانه بلامعارض متقاضی آقای فرزند بشماره شناسنامه صادره در یک باب خانه به مساحت مترمربع پلاک فرعی از اصلی واقع در بخش خریداری از مالک رسمی محرز گردیده است. لذا به منظور اطلاع عموم مراتب در دو نوبت به فاصله ۱۵ روز آگهی می شود در صورتی که اشخاص نسبت به صدور سند مالکیت متقاضی اعتراضی داشته باشند می توانند از تاریخ انتشار اولین آگهی به مدت دو ماه اعتراض خود را به این اداره تسلیم و پس از اخذ رسید، ظرف مدت یک ماه از تاریخ تسلیم اعتراض، دادخواست خود را به مرجع قضایی تقدیم نمایند. بدیهی است در صورت انقضای مدت مذکور و عدم وصول اعتراض طبق مقررات سند مالکیت صادر خواهد شد.	[278, 522, 384, 576]
bottom-ad-3-title: آگهی	[294, 918, 308, 924]
ad-body: برگ سبز خودرو سواری مدل به شماره موتور و شماره شاسی به شماره انتظامی ایران به نام مفقود گردیده و از درجه اعتبار ساقط می باشد.	[12, 151, 160, 161]
ad-title: مفقودی	[75, 280, 97, 287]
ad-body: برابر رای شماره صادره هیات موضوع قانون تعیین تکلیف وضعیت ثبتی اراضی و ساختمانهای فاقد سند رسمی مستقر در واحد ثبتی تصرفات مالکانه بلامعارض متقاضی آقای فرزند بشماره شناسنامه صادره در یک باب خانه به مساحت مترمربع پلاک فرعی از اصلی واقع در بخش خریداری از مالک رسمی محرز گردیده است. لذا به منظور اطلاع عموم مراتب در دو نوبت به فاصله ۱۵ روز آگهی می شود در صورتی که اشخاص نسبت به صدور سند مالکیت متقاضی اعتراضی داشته باشند می توانند از تاریخ انتشار اولین آگهی به مدت دو ماه اعتراض خود را به این اداره تسلیم و پس از اخذ رسید، ظرف مدت یک ماه از تاریخ تسلیم اعتراض، دادخواست خود را به مرجع قضایی تقدیم نمایند. بدیهی است در صورت انقضای مدت مذکور و عدم وصول اعتراض طبق مقررات سند مالکیت صادر خواهد شد.	[12, 180, 160, 220]
bottom-ad-4	[136, 918, 236, 950]
ad-body: برابر رای شماره صادره هیات موضوع قانون تعیین تکلیف وضعیت ثبتی اراضی و ساختمانهای فاقد سند رسمی مستقر در واحد ثبتی تصرفات مالکانه بلامعارض متقاضی آقای فرزند بشماره شناسنامه صادره در یک باب خانه به مساحت مترمربع پلاک فرعی از اصلی واقع در بخش خریداری از مالک رسمی محرز گردیده است. لذا به منظور اطلاع عموم مراتب در دو نوبت به فاصله ۱۵ روز آگهی می شود در صورتی که اشخاص نسبت به صدور سند مالکیت متقاضی اعتراضی داشته باشند می توانند از تاریخ انتشار اولین آگهی به مدت دو ماه اعتراض خود را به این اداره تسلیم و پس از اخذ رسید، ظرف مدت یک ماه از تاریخ تسلیم اعتراض، دادخواست خود را به مرجع قضایی تقدیم نمایند. بدیهی است در صورت انقضای مدت مذکور و عدم وصول اعتراض طبق مقررات سند مالکیت صادر خواهد شد.	[278, 435, 384, 489]
ad-title: مفقودی	[208, 515, 230, 522]
ad-footer: تاریخ انتشار نوبت اول: ۱۴۰۲/۱۰/۱۶ تاریخ انتشار نوبت دوم: ۱۴۰۲/۱۱/۰۱ — رئیس ثبت اسناد و املاک	[287, 489, 375, 498]
column-divider	[499, 40, 500, 910]
bottom-ads-strip	[12, 914, 608, 953]
ad-footer: تاریخ انتشار نوبت اول: ۱۴۰۲/۱۰/۱۶ تاریخ انتشار نوبت دوم: ۱۴۰۲/۱۱/۰۱ — رئیس ثبت اسناد و املاک	[16, 221, 156, 230]
ad-footer: تاریخ انتشار نوبت اول: ۱۴۰۲/۱۰/۱۶ تاریخ انتشار نوبت دوم: ۱۴۰۲/۱۱/۰۱ — رئیس ثبت اسناد و املاک	[399, 201, 487, 210]
ad-footer: تاریخ انتشار نوبت اول: ۱۴۰۲/۱۰/۱۶ تاریخ انتشار نوبت دوم: ۱۴۰۲/۱۱/۰۱ — رئیس ثبت اسناد و املاک	[511, 593, 599, 602]
land-registration-ad	[278, 40, 384, 127]
ad-footer: تاریخ انتشار نوبت اول: ۱۴۰۲/۱۰/۱۶ تاریخ انتشار نوبت دوم: ۱۴۰۲/۱۱/۰۱ — رئیس ثبت اسناد و املاک	[287, 576, 375, 585]
ad-footer: تاریخ انتشار نوبت اول: ۱۴۰۲/۱۰/۱۶ تاریخ انتشار نوبت دوم: ۱۴۰۲/۱۱/۰۱ — رئیس ثبت اسناد و املاک	[511, 114, 599, 123]
ad-title: مفقودی	[208, 374, 230, 381]
ad-footer: تاریخ انتشار نوبت اول: ۱۴۰۲/۱۰/۱۶ تاریخ انتشار نوبت دوم: ۱۴۰۲/۱۱/۰۱ — رئیس ثبت اسناد و املاک	[399, 462, 487, 471]
ad-footer: تاریخ انتشار نوبت اول: ۱۴۰۲/۱۰/۱۶ تاریخ انتشار نوبت دوم: ۱۴۰۲/۱۱/۰۱ — رئیس ثبت اسناد و املاک	[175, 114, 263, 123]
ad-title: آگهی	[79, 395, 93, 402]
ad-body: نظر به اینکه آقای درخواست صدور گواهی حصر وراثت نموده و چنین توضیح داده که شادروان در تاریخ در اقامتگاه دائمی خود بدرود زندگی گفته و ورثه آن مرحوم منحصر است به: ۱- ۲- ۳- اینک با انجام تشریفات مقدماتی درخواست مزبور را در یک نوبت آگهی می نماید تا چنانچه شخصی اعتراضی دارد و یا وصیتنامه از متوفی نزد او باشد از تاریخ نشر آگهی ظرف یک ماه به دادگاه تقدیم دارد و الا گواهی صادر خواهد شد.	[12, 402, 160, 424]
land-registration-ad	[166, 427, 272, 514]
land-registration-ad	[502, 301, 608, 388]
bottom-ad-2	[366, 918, 484, 950]
land-registration-ad	[502, 519, 608, 606]
logo-word: سایه	[30, 6, 62, 25]
bottom-ad-1-title: آگهی تغییرات شرکت	[523, 918, 575, 924]
inheritance-notice-ad	[12, 103, 160, 143]
ad-footer: تاریخ انتشار نوبت اول: ۱۴۰۲/۱۰/۱۶ تاریخ انتشار نوبت دوم: ۱۴۰۲/۱۱/۰۱ — رئیس ثبت اسناد و املاک	[511, 375, 599, 384]
lost-item-ad	[12, 325, 160, 348]
